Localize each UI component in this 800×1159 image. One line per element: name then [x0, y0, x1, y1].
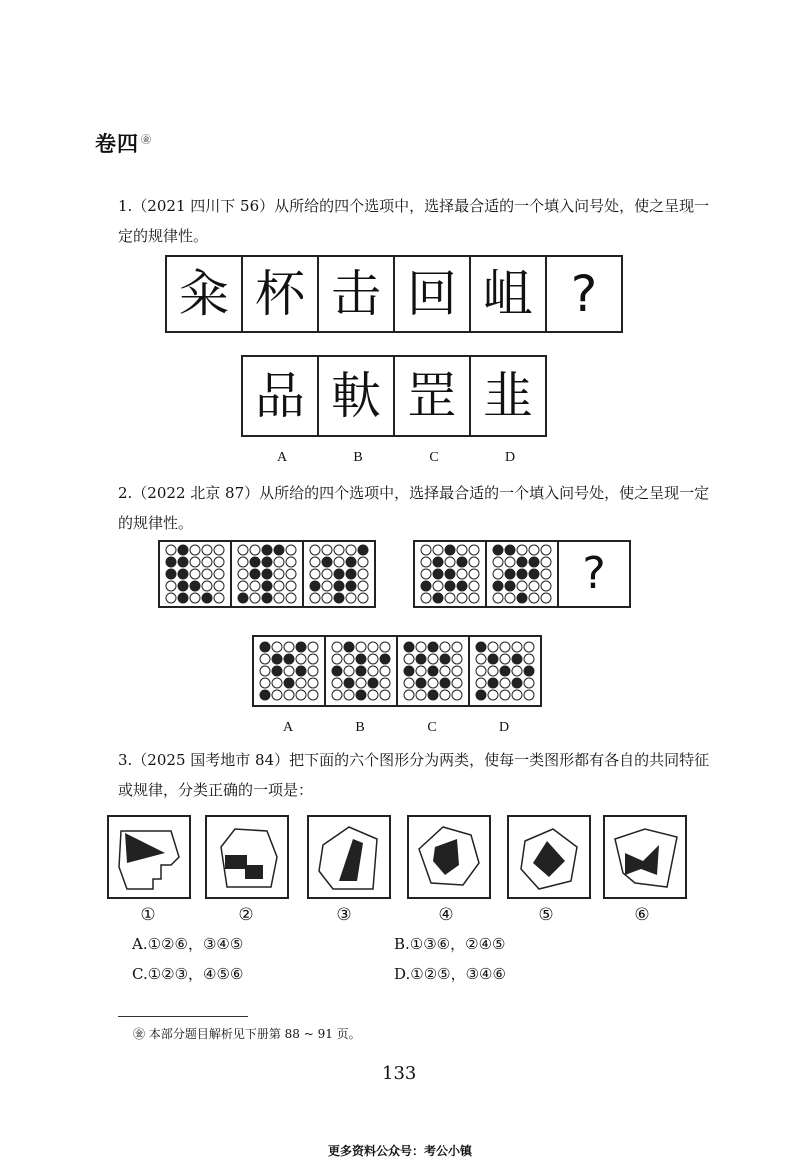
q2-option-b[interactable] — [324, 635, 398, 707]
footnote: ㊎ 本部分题目解析见下册第 88 ~ 91 页。 — [133, 1027, 361, 1041]
section-mark: ㊎ — [141, 135, 152, 146]
figure-shape — [409, 817, 489, 897]
q2-stem-figure — [158, 540, 232, 608]
q1-options-row — [241, 355, 545, 437]
figure-label: ① — [140, 905, 156, 925]
figure-label: ⑤ — [538, 905, 554, 925]
q1-option-char: 軑 — [331, 367, 381, 425]
figure-label: ④ — [438, 905, 454, 925]
q2-option-c[interactable] — [396, 635, 470, 707]
figure-shape — [207, 817, 287, 897]
figure-shape — [309, 817, 389, 897]
figure-label: ⑥ — [634, 905, 650, 925]
figure-shape — [605, 817, 685, 897]
q3-choice-d[interactable]: D.①②⑤，③④⑥ — [394, 965, 506, 983]
q2-stem-group-2 — [413, 540, 629, 608]
option-label: B — [355, 720, 365, 735]
option-label: C — [429, 450, 439, 465]
option-label: A — [282, 720, 294, 735]
option-label: C — [427, 720, 437, 735]
q2-options-row — [252, 635, 540, 707]
figure-label: ③ — [336, 905, 352, 925]
q1-question-mark: ? — [570, 265, 598, 323]
figure-label: ② — [238, 905, 254, 925]
q2-question-mark: ? — [582, 548, 606, 599]
dot-grid-figure — [259, 641, 319, 701]
q1-stem-char: 岨 — [483, 265, 533, 323]
q1-option-char: 罡 — [407, 367, 457, 425]
q1-stem-cell — [317, 255, 395, 333]
page-number: 133 — [382, 1063, 417, 1084]
q1-stem-char: 籴 — [179, 265, 229, 323]
q1-stem-char: 杯 — [255, 265, 305, 323]
q2-option-a[interactable] — [252, 635, 326, 707]
q2-stem-group-1 — [158, 540, 374, 608]
dot-grid-figure — [420, 544, 480, 604]
q2-stem-figure — [230, 540, 304, 608]
option-label: D — [504, 450, 516, 465]
section-title — [95, 128, 152, 158]
q3-choice-a[interactable]: A.①②⑥，③④⑤ — [132, 935, 244, 953]
q1-option-labels — [262, 450, 530, 466]
q2-option-d[interactable] — [468, 635, 542, 707]
q1-option-b[interactable] — [317, 355, 395, 437]
dot-grid-figure — [309, 544, 369, 604]
q3-choice-b[interactable]: B.①③⑥，②④⑤ — [394, 935, 506, 953]
q3-figure-labels — [128, 905, 662, 925]
q1-stem-char: 击 — [331, 265, 381, 323]
q1-stem-cell — [393, 255, 471, 333]
dot-grid-figure — [492, 544, 552, 604]
option-label: A — [276, 450, 288, 465]
q3-choice-c[interactable]: C.①②③，④⑤⑥ — [132, 965, 244, 983]
figure-shape — [509, 817, 589, 897]
q2-stem-figure — [302, 540, 376, 608]
q1-option-c[interactable] — [393, 355, 471, 437]
q1-stem-char: 回 — [407, 265, 457, 323]
q3-figure-4 — [407, 815, 491, 899]
footnote-divider — [118, 1016, 248, 1017]
q1-option-char: 韭 — [483, 367, 533, 425]
q2-option-labels — [268, 720, 524, 736]
figure-shape — [109, 817, 189, 897]
q1-stem-row — [165, 255, 621, 333]
q1-option-a[interactable] — [241, 355, 319, 437]
option-label: B — [353, 450, 363, 465]
q1-stem-cell — [241, 255, 319, 333]
question-3-text: 3.（2025 国考地市 84）把下面的六个图形分为两类，使每一类图形都有各自的共同特征或规律，分类正确的一项是： — [118, 751, 710, 799]
dot-grid-figure — [403, 641, 463, 701]
question-2-text: 2.（2022 北京 87）从所给的四个选项中，选择最合适的一个填入问号处，使之呈现一定的规律性。 — [118, 484, 710, 532]
q1-option-d[interactable] — [469, 355, 547, 437]
q3-figure-6 — [603, 815, 687, 899]
q1-option-char: 品 — [255, 367, 305, 425]
q1-question-cell — [545, 255, 623, 333]
dot-grid-figure — [331, 641, 391, 701]
dot-grid-figure — [475, 641, 535, 701]
dot-grid-figure — [165, 544, 225, 604]
option-label: D — [498, 720, 510, 735]
q3-figure-3 — [307, 815, 391, 899]
q3-figure-5 — [507, 815, 591, 899]
q1-stem-cell — [165, 255, 243, 333]
q3-figure-2 — [205, 815, 289, 899]
q2-question-cell — [557, 540, 631, 608]
q1-stem-cell — [469, 255, 547, 333]
bottom-note: 更多资料公众号：考公小镇 — [327, 1144, 472, 1158]
q2-stem-figure — [413, 540, 487, 608]
dot-grid-figure — [237, 544, 297, 604]
q3-figure-1 — [107, 815, 191, 899]
q2-stem-figure — [485, 540, 559, 608]
section-title-text: 卷四 — [95, 131, 139, 156]
question-1-text: 1.（2021 四川下 56）从所给的四个选项中，选择最合适的一个填入问号处，使之呈现一定的规律性。 — [118, 197, 710, 245]
